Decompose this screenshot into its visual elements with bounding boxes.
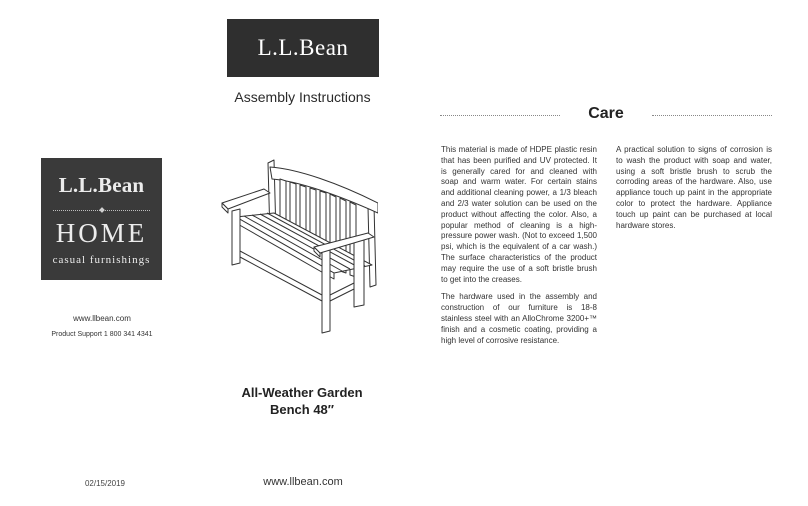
website-link-bottom[interactable]: www.llbean.com bbox=[263, 476, 343, 488]
assembly-instructions-heading: Assembly Instructions bbox=[234, 89, 371, 105]
product-title bbox=[222, 384, 382, 418]
care-column-1 bbox=[441, 145, 597, 353]
llbean-home-logo bbox=[41, 158, 162, 280]
product-title-line2: Bench 48″ bbox=[269, 402, 335, 417]
care-paragraph-3: A practical solution to signs of corrosion is to wash the product with soap and water, using a soft bristle brush to scrub the corroding areas of the hardware. Also, use appliance touch up paint in the appropriate color to protect the hardware. Appliance touch up paint can be purchased at local hardware stores. bbox=[616, 145, 772, 230]
product-title-line1: All-Weather Garden bbox=[241, 385, 363, 400]
llbean-logo bbox=[227, 19, 379, 77]
care-rule-left bbox=[440, 115, 560, 116]
product-support-text: Product Support 1 800 341 4341 bbox=[51, 331, 153, 338]
document-date: 02/15/2019 bbox=[84, 479, 126, 488]
logo-text: L.L.Bean bbox=[257, 35, 349, 60]
garden-bench-illustration bbox=[218, 155, 378, 335]
home-logo-tagline: casual furnishings bbox=[52, 254, 151, 266]
care-paragraph-2: The hardware used in the assembly and construction of our furniture is 18-8 stainless steel with an AlloChrome 3200+™ finish and a cosmetic coating, providing a high level of corrosive resistance. bbox=[441, 292, 597, 345]
website-link[interactable]: www.llbean.com bbox=[73, 314, 131, 323]
care-paragraph-1: This material is made of HDPE plastic resin that has been purified and UV protected. It is generally cared for and cleaned with soap and warm water. For certain stains and additional cleaning power, a 1/3 bleach and 2/3 water solution can be used on the product without affecting the color. Also, a popular method of cleaning is a high-pressure power wash. (Not to exceed 1,500 psi, which is the equivalent of a car wash.) The surface characteristics of the product may require the use of a soft bristle brush to get into the creases. bbox=[441, 145, 597, 284]
care-column-2 bbox=[616, 145, 772, 238]
home-logo-home: HOME bbox=[55, 218, 148, 248]
home-logo-brand: L.L.Bean bbox=[58, 173, 145, 197]
care-heading: Care bbox=[588, 105, 624, 122]
home-logo-divider bbox=[53, 210, 150, 211]
care-rule-right bbox=[652, 115, 772, 116]
